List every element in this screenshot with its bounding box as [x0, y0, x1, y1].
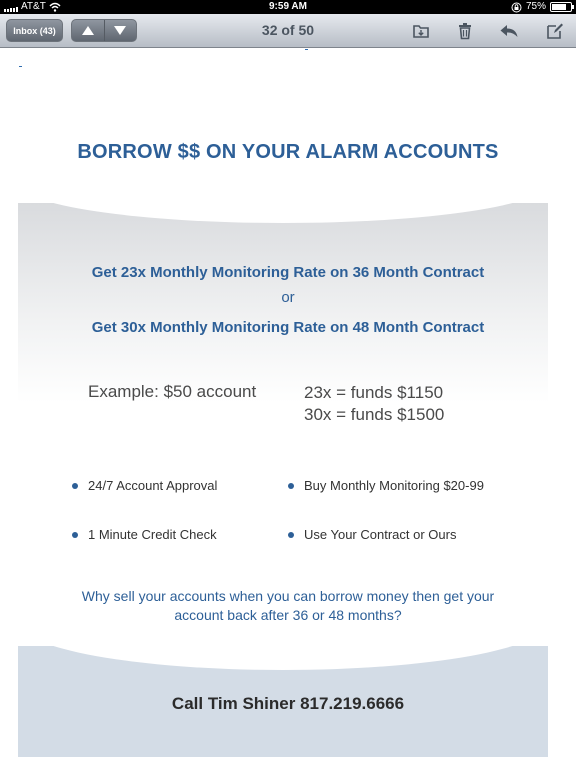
- example-30x: 30x = funds $1500: [304, 405, 445, 424]
- delete-button[interactable]: [455, 21, 475, 41]
- bullet-dot-icon: [72, 532, 78, 538]
- bullet-item: [288, 478, 484, 493]
- mail-toolbar: [0, 14, 576, 48]
- question-line-1: Why sell your accounts when you can borrow money then get your: [81, 588, 495, 604]
- offer-36-month: Get 23x Monthly Monitoring Rate on 36 Month Contract: [91, 264, 485, 281]
- inbox-button[interactable]: Inbox (43): [6, 19, 63, 42]
- bullet-text: 1 Minute Credit Check: [88, 527, 217, 542]
- offer-or: or: [281, 289, 295, 306]
- bullet-text: Buy Monthly Monitoring $20-99: [304, 478, 484, 493]
- previous-message-button[interactable]: [72, 20, 104, 41]
- status-bar: [0, 0, 576, 14]
- divider-mark-center: [305, 49, 308, 50]
- footer-panel-curve: [18, 646, 548, 670]
- trash-icon: [457, 22, 473, 40]
- battery-percent: 75%: [525, 1, 546, 12]
- bullet-dot-icon: [72, 483, 78, 489]
- orientation-lock-icon: [511, 2, 522, 13]
- bullet-dot-icon: [288, 532, 294, 538]
- message-nav-group: [71, 19, 137, 42]
- example-23x: 23x = funds $1150: [304, 383, 444, 402]
- email-headline: BORROW $$ ON YOUR ALARM ACCOUNTS: [77, 141, 499, 163]
- offer-panel-curve: [18, 183, 548, 223]
- bullet-dot-icon: [288, 483, 294, 489]
- question-text: [0, 587, 576, 625]
- carrier-label: AT&T: [21, 1, 46, 12]
- compose-button[interactable]: [545, 21, 565, 41]
- example-calculation: [304, 382, 444, 426]
- move-to-folder-button[interactable]: [411, 21, 431, 41]
- battery-icon: [550, 2, 572, 12]
- folder-move-icon: [412, 23, 430, 39]
- next-message-button[interactable]: [104, 20, 137, 41]
- status-right: [511, 0, 572, 14]
- question-line-2: account back after 36 or 48 months?: [174, 607, 402, 623]
- compose-icon: [546, 22, 564, 40]
- status-time: 9:59 AM: [269, 1, 307, 12]
- message-position: 32 of 50: [261, 22, 315, 38]
- bullet-text: Use Your Contract or Ours: [304, 527, 457, 542]
- arrow-up-icon: [82, 26, 94, 35]
- example-label: Example: $50 account: [88, 382, 257, 401]
- reply-button[interactable]: [499, 21, 519, 41]
- bullet-text: 24/7 Account Approval: [88, 478, 218, 493]
- bullet-item: [72, 478, 217, 493]
- divider-mark-left: [19, 66, 22, 67]
- bullet-item: [288, 527, 456, 542]
- email-body: [0, 49, 576, 768]
- arrow-down-icon: [114, 26, 126, 35]
- offer-48-month: Get 30x Monthly Monitoring Rate on 48 Month Contract: [91, 319, 485, 336]
- reply-icon: [499, 23, 519, 39]
- call-to-action: Call Tim Shiner 817.219.6666: [171, 694, 405, 713]
- bullet-item: [72, 527, 217, 542]
